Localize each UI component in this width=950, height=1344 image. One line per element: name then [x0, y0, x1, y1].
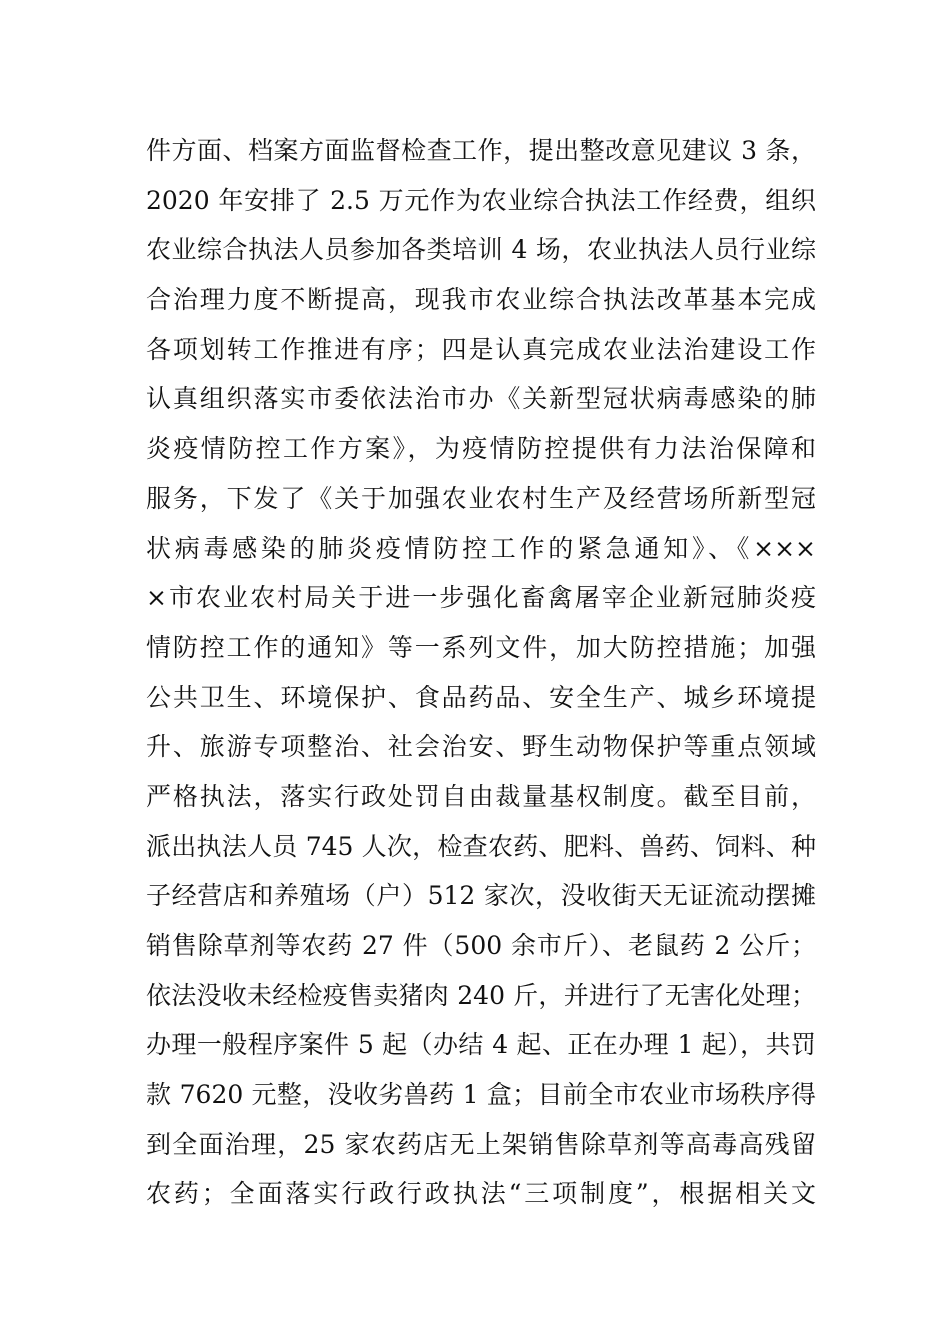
text-line: 2020 年安排了 2.5 万元作为农业综合执法工作经费，组织 [146, 185, 816, 215]
text-line: 款 7620 元整，没收劣兽药 1 盒；目前全市农业市场秩序得 [146, 1080, 816, 1110]
text-line: 销售除草剂等农药 27 件（500 余市斤）、老鼠药 2 公斤； [146, 931, 816, 960]
text-line: 状病毒感染的肺炎疫情防控工作的紧急通知》、《××× [146, 533, 816, 563]
text-line: 子经营店和养殖场（户）512 家次，没收街天无证流动摆摊 [146, 881, 816, 911]
text-line: 情防控工作的通知》等一系列文件，加大防控措施；加强 [146, 632, 816, 662]
text-line: 严格执法，落实行政处罚自由裁量基权制度。截至目前， [146, 781, 816, 811]
text-line: 公共卫生、环境保护、食品药品、安全生产、城乡环境提 [146, 682, 816, 712]
text-line: 到全面治理，25 家农药店无上架销售除草剂等高毒高残留 [146, 1129, 816, 1159]
text-line: 派出执法人员 745 人次，检查农药、肥料、兽药、饲料、种 [146, 831, 816, 861]
text-line: 依法没收未经检疫售卖猪肉 240 斤，并进行了无害化处理； [146, 980, 816, 1010]
text-line: 办理一般程序案件 5 起（办结 4 起、正在办理 1 起），共罚 [146, 1030, 816, 1060]
text-line: 农药；全面落实行政行政执法“三项制度”，根据相关文 [146, 1179, 816, 1209]
text-line: 服务，下发了《关于加强农业农村生产及经营场所新型冠 [146, 483, 816, 513]
text-line: ×市农业农村局关于进一步强化畜禽屠宰企业新冠肺炎疫 [146, 583, 816, 613]
text-line: 农业综合执法人员参加各类培训 4 场，农业执法人员行业综 [146, 235, 816, 265]
text-line: 合治理力度不断提高，现我市农业综合执法改革基本完成 [146, 285, 816, 315]
body-text [146, 126, 816, 1219]
text-line: 件方面、档案方面监督检查工作，提出整改意见建议 3 条， [146, 136, 816, 165]
text-line: 各项划转工作推进有序；四是认真完成农业法治建设工作 [146, 334, 816, 364]
text-line: 认真组织落实市委依法治市办《关新型冠状病毒感染的肺 [146, 384, 816, 414]
text-line: 炎疫情防控工作方案》，为疫情防控提供有力法治保障和 [146, 434, 816, 464]
text-line: 升、旅游专项整治、社会治安、野生动物保护等重点领域 [146, 732, 816, 762]
